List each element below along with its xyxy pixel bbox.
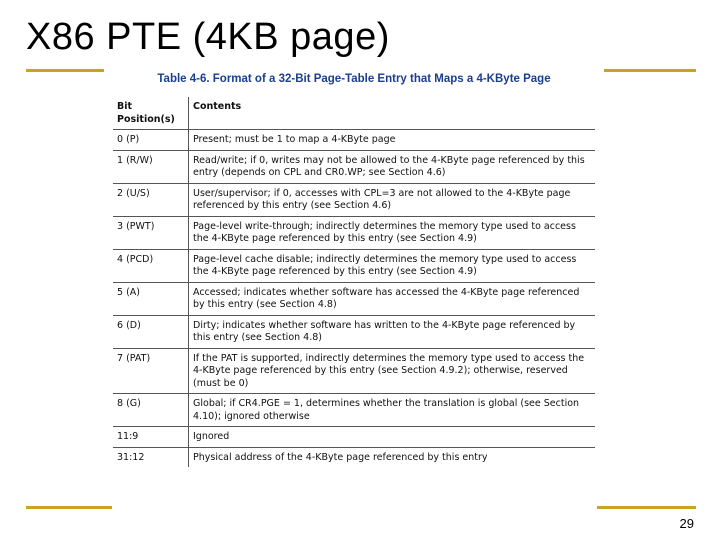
- contents-cell: If the PAT is supported, indirectly determines the memory type used to access the 4-KByte page referenced by this entry (see Section 4.9.2); otherwise, reserved (must be 0): [189, 348, 596, 394]
- accent-rule-top-left: [26, 69, 104, 72]
- table-row: [113, 394, 595, 427]
- slide-title: X86 PTE (4KB page): [26, 16, 390, 58]
- accent-rule-bottom-right: [597, 506, 696, 509]
- table-header-row: [113, 97, 595, 130]
- contents-cell: Page-level cache disable; indirectly determines the memory type used to access the 4-KByte page referenced by this entry (see Section 4.9): [189, 249, 596, 282]
- contents-cell: Physical address of the 4-KByte page referenced by this entry: [189, 447, 596, 467]
- contents-cell: Page-level write-through; indirectly determines the memory type used to access the 4-KByte page referenced by this entry (see Section 4.9): [189, 216, 596, 249]
- table-row: [113, 183, 595, 216]
- contents-cell: Ignored: [189, 427, 596, 448]
- contents-cell: Accessed; indicates whether software has accessed the 4-KByte page referenced by this entry (see Section 4.8): [189, 282, 596, 315]
- accent-rule-top-right: [604, 69, 696, 72]
- contents-cell: Read/write; if 0, writes may not be allowed to the 4-KByte page referenced by this entry (depends on CPL and CR0.WP; see Section 4.6): [189, 150, 596, 183]
- bit-position-cell: 0 (P): [113, 130, 189, 151]
- bit-position-cell: 11:9: [113, 427, 189, 448]
- contents-cell: Dirty; indicates whether software has written to the 4-KByte page referenced by this entry (see Section 4.8): [189, 315, 596, 348]
- bit-position-cell: 6 (D): [113, 315, 189, 348]
- bit-position-cell: 4 (PCD): [113, 249, 189, 282]
- pte-format-table: [113, 97, 595, 467]
- contents-cell: User/supervisor; if 0, accesses with CPL=3 are not allowed to the 4-KByte page referenced by this entry (see Section 4.6): [189, 183, 596, 216]
- header-bit-position: Bit Position(s): [113, 97, 189, 130]
- bit-position-cell: 2 (U/S): [113, 183, 189, 216]
- table-row: [113, 315, 595, 348]
- bit-position-cell: 31:12: [113, 447, 189, 467]
- bit-position-cell: 8 (G): [113, 394, 189, 427]
- bit-position-cell: 7 (PAT): [113, 348, 189, 394]
- table-row: [113, 130, 595, 151]
- pte-format-table-figure: [112, 66, 596, 526]
- bit-position-cell: 1 (R/W): [113, 150, 189, 183]
- contents-cell: Global; if CR4.PGE = 1, determines whether the translation is global (see Section 4.10); ignored otherwise: [189, 394, 596, 427]
- table-caption: Table 4-6. Format of a 32-Bit Page-Table Entry that Maps a 4-KByte Page: [157, 73, 551, 85]
- bit-position-cell: 3 (PWT): [113, 216, 189, 249]
- accent-rule-bottom-left: [26, 506, 112, 509]
- contents-cell: Present; must be 1 to map a 4-KByte page: [189, 130, 596, 151]
- table-row: [113, 282, 595, 315]
- bit-position-cell: 5 (A): [113, 282, 189, 315]
- table-row: [113, 447, 595, 467]
- table-row: [113, 216, 595, 249]
- table-row: [113, 348, 595, 394]
- table-row: [113, 249, 595, 282]
- table-row: [113, 150, 595, 183]
- table-row: [113, 427, 595, 448]
- header-contents: Contents: [189, 97, 596, 130]
- page-number: 29: [679, 516, 694, 531]
- table-body: [113, 130, 595, 468]
